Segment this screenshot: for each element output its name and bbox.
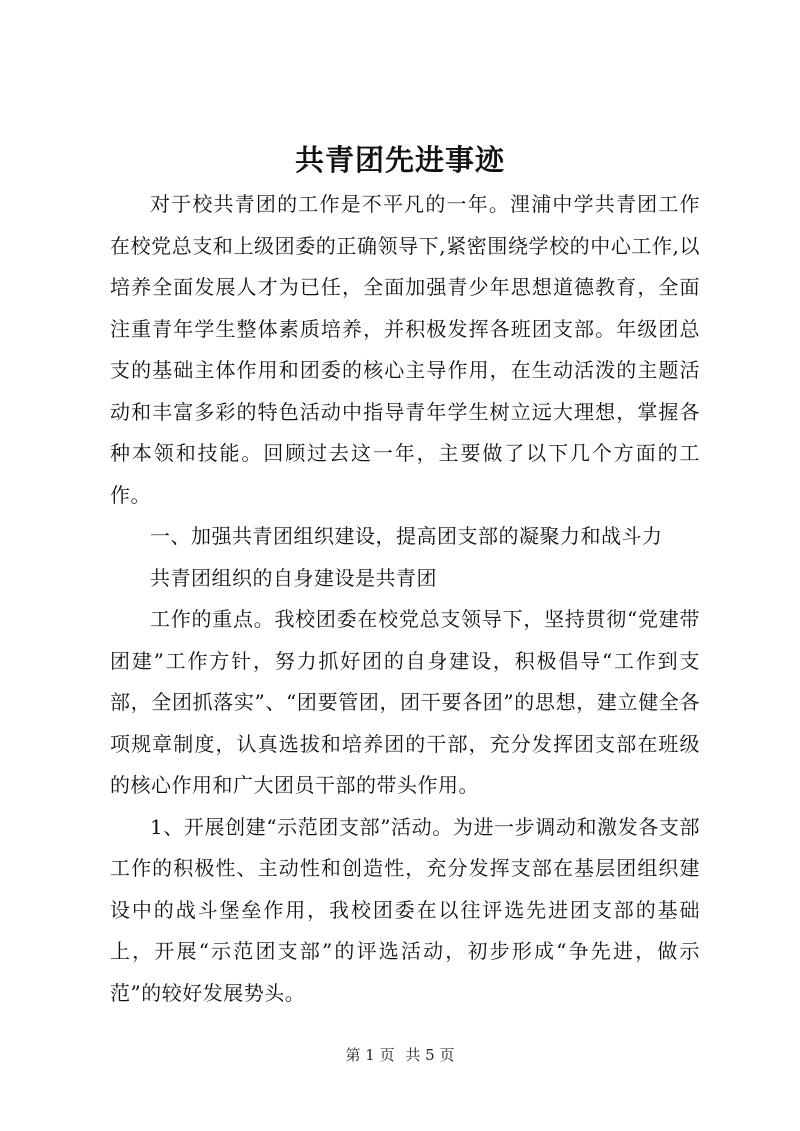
paragraph-section-heading: 一、加强共青团组织建设，提高团支部的凝聚力和战斗力 [150, 524, 663, 548]
paragraph-intro: 对于校共青团的工作是不平凡的一年。浬浦中学共青团工作在校党总支和上级团委的正确领导下,紧密围绕学校的中心工作,以培养全面发展人才为已任，全面加强青少年思想道德教育，全面注重青年学生整体素质培养，并积极发挥各班团支部。年级团总支的基础主体作用和团委的核心主导作用，在生动活泼的主题活动和丰富多彩的特色活动中指导青年学生树立远大理想，掌握各种本领和技能。回顾过去这一年，主要做了以下几个方面的工作。 [110, 192, 700, 507]
page-number: 第 1 页 [345, 1046, 395, 1064]
paragraph-section-lead: 共青团组织的自身建设是共青团 [150, 565, 437, 590]
page-total: 共 5 页 [405, 1046, 455, 1064]
paragraph-item-1: 1、开展创建“示范团支部”活动。为进一步调动和激发各支部工作的积极性、主动性和创造性，充分发挥支部在基层团组织建设中的战斗堡垒作用，我校团委在以往评选先进团支部的基础上，开展“示范团支部”的评选活动，初步形成“争先进，做示范”的较好发展势头。 [110, 814, 700, 1005]
document-title: 共青团先进事迹 [294, 143, 505, 177]
page-footer [0, 1045, 800, 1065]
document-body [110, 184, 700, 1014]
paragraph-section-body: 工作的重点。我校团委在校党总支领导下，坚持贯彻“党建带团建”工作方针，努力抓好团的自身建设，积极倡导“工作到支部，全团抓落实”、“团要管团，团干要各团”的思想，建立健全各项规章制度，认真选拔和培养团的干部，充分发挥团支部在班级的核心作用和广大团员干部的带头作用。 [110, 607, 700, 797]
